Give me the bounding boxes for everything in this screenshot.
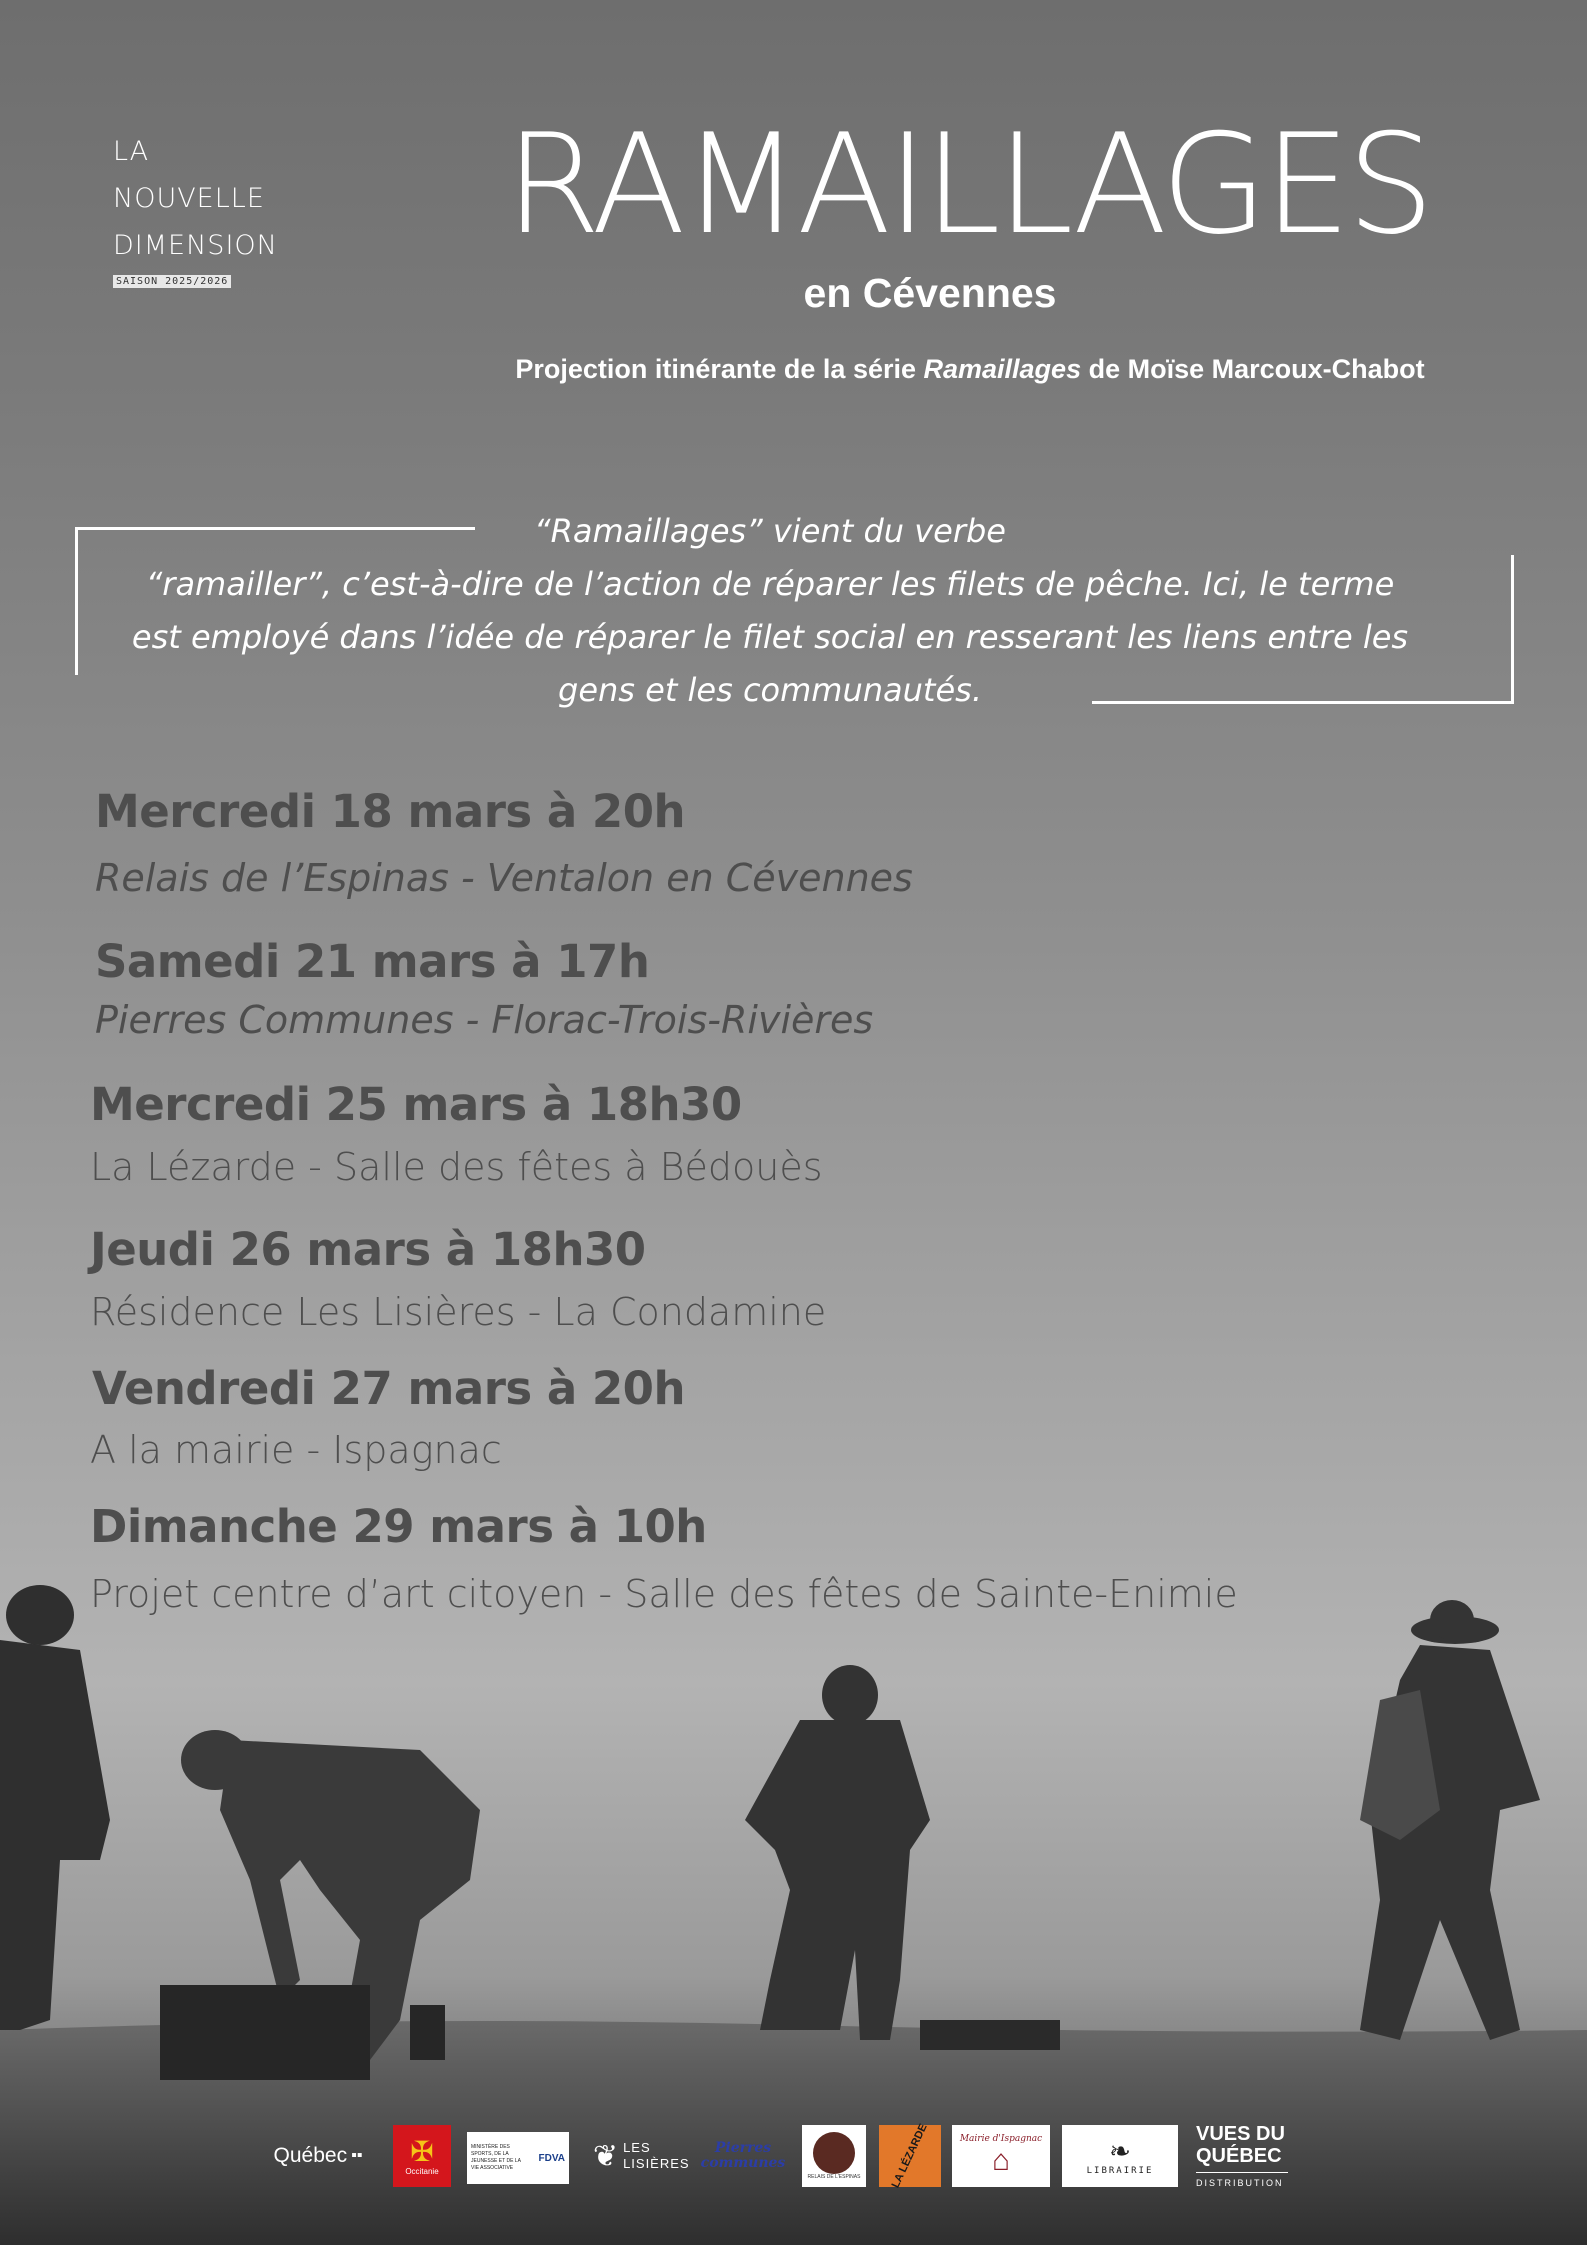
librairie-label: LIBRAIRIE	[1086, 2166, 1154, 2176]
ministere-logo	[467, 2132, 569, 2184]
lezarde-logo	[879, 2122, 941, 2190]
event-place: Projet centre d’art citoyen - Salle des fêtes de Sainte-Enimie	[90, 1572, 1238, 1616]
ministere-label: MINISTÈRE DES SPORTS, DE LA JEUNESSE ET DE LA VIE ASSOCIATIVE	[471, 2144, 521, 2171]
projection-after: de Moïse Marcoux-Chabot	[1081, 354, 1425, 384]
vues-line-2: QUÉBEC	[1196, 2144, 1282, 2167]
quote-frame-left	[75, 527, 78, 675]
projection-before: Projection itinérante de la série	[515, 354, 924, 384]
event-place: Pierres Communes - Florac-Trois-Rivières	[95, 998, 874, 1042]
vues-du-quebec-logo	[1196, 2115, 1306, 2195]
logo-season: SAISON 2025/2026	[113, 275, 231, 288]
projection-series-title: Ramaillages	[923, 354, 1082, 384]
event-date: Samedi 21 mars à 17h	[95, 935, 650, 988]
logo-line-2: NOUVELLE	[113, 183, 265, 214]
figure-right	[1360, 1600, 1540, 2040]
event-date: Vendredi 27 mars à 20h	[92, 1362, 686, 1415]
event-place: A la mairie - Ispagnac	[90, 1428, 502, 1472]
quote-frame-right	[1511, 555, 1514, 704]
logo-line-1: LA	[113, 136, 150, 167]
event-date: Dimanche 29 mars à 10h	[90, 1500, 707, 1553]
quebec-flag-icon: ▪▪	[351, 2147, 363, 2164]
event-date: Mercredi 18 mars à 20h	[95, 785, 686, 838]
pierres-communes-logo	[697, 2125, 789, 2187]
vues-line-1: VUES DU	[1196, 2122, 1285, 2145]
lisieres-leaf-icon: ❦	[592, 2139, 620, 2173]
event-place: La Lézarde - Salle des fêtes à Bédouès	[90, 1145, 823, 1189]
event-place: Relais de l’Espinas - Ventalon en Cévennes	[95, 856, 913, 900]
pierres-communes-label: Pierres communes	[700, 2140, 786, 2171]
projection-line	[470, 354, 1470, 385]
lezarde-label: LA LÉZARDE	[889, 2122, 931, 2190]
background-photo	[0, 1560, 1587, 2245]
mairie-building-icon: ⌂	[991, 2144, 1011, 2177]
event-place: Résidence Les Lisières - La Condamine	[90, 1290, 827, 1334]
relais-seal-icon	[813, 2132, 855, 2174]
event-date: Mercredi 25 mars à 18h30	[90, 1078, 742, 1131]
poster-title: RAMAILLAGES	[505, 104, 1431, 265]
librairie-bird-icon: ❧	[1109, 2136, 1131, 2166]
lisieres-logo	[583, 2125, 693, 2187]
event-date: Jeudi 26 mars à 18h30	[90, 1223, 646, 1276]
figure-left	[0, 1585, 110, 2030]
occitanie-cross-icon: ✠	[410, 2135, 434, 2167]
poster-subtitle: en Cévennes	[803, 270, 1057, 316]
quote-text	[100, 505, 1440, 717]
crate	[920, 2020, 1060, 2050]
librairie-logo	[1062, 2125, 1178, 2187]
quote-line-1: “Ramaillages” vient du verbe	[534, 512, 1006, 550]
quote-line-2: “ramailler”, c’est-à-dire de l’action de réparer les filets de pêche. Ici, le terme	[145, 565, 1395, 603]
quote-line-4: gens et les communautés.	[558, 671, 982, 709]
logo-line-3: DIMENSION	[113, 230, 278, 261]
relais-espinas-logo	[802, 2125, 866, 2187]
mairie-label: Mairie d'Ispagnac	[959, 2134, 1043, 2144]
vues-divider	[1196, 2172, 1288, 2173]
quote-line-3: est employé dans l’idée de réparer le filet social en resserant les liens entre les	[131, 618, 1409, 656]
occitanie-label: Occitanie	[405, 2166, 439, 2176]
figure-center	[745, 1665, 930, 2040]
fdva-label: FDVA	[538, 2152, 565, 2164]
lisieres-label: LES LISIÈRES	[623, 2140, 690, 2171]
la-nouvelle-dimension-logo	[113, 128, 303, 288]
occitanie-logo	[393, 2125, 451, 2187]
quebec-label: Québec	[273, 2144, 348, 2167]
relais-label: RELAIS DE L'ESPINAS	[807, 2174, 861, 2180]
mairie-ispagnac-logo	[952, 2125, 1050, 2187]
vues-distribution: DISTRIBUTION	[1196, 2177, 1284, 2188]
figure-bending	[160, 1730, 480, 2080]
quebec-logo	[262, 2125, 374, 2187]
